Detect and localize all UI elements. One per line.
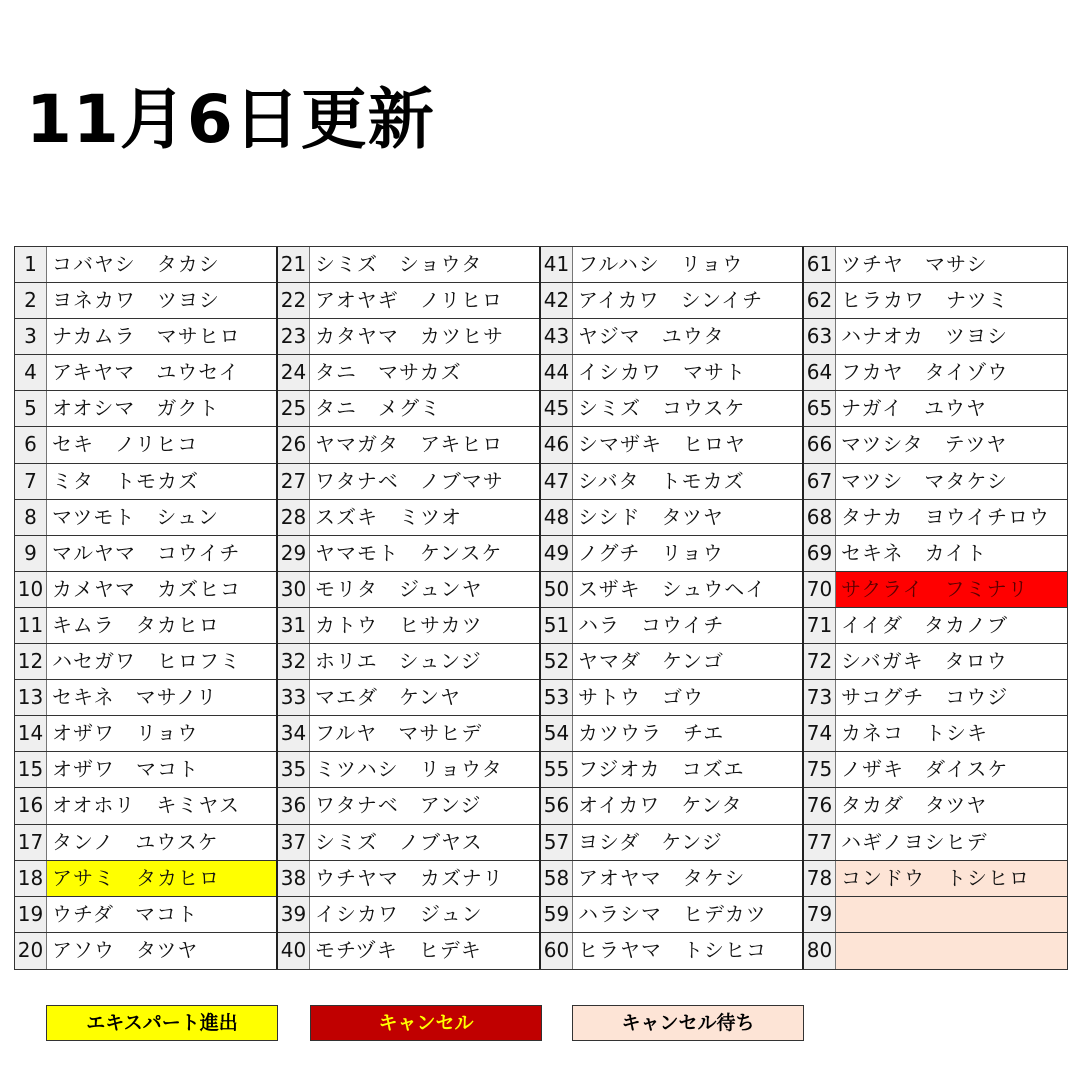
entry-name: マツシ マタケシ bbox=[841, 468, 1008, 493]
entry-name: セキネ マサノリ bbox=[52, 685, 218, 710]
entry-number: 46 bbox=[541, 427, 573, 462]
entry-number: 36 bbox=[278, 788, 310, 823]
entry-name: ハセガワ ヒロフミ bbox=[52, 649, 241, 674]
table-row bbox=[15, 933, 276, 969]
entry-number: 66 bbox=[804, 427, 836, 462]
entry-name: ホリエ シュンジ bbox=[315, 649, 482, 674]
entry-name: オイカワ ケンタ bbox=[578, 793, 743, 818]
table-row bbox=[15, 825, 276, 861]
entry-name: サコグチ コウジ bbox=[841, 685, 1009, 710]
entry-name: ナガイ ユウヤ bbox=[841, 396, 987, 421]
entry-number: 77 bbox=[804, 825, 836, 860]
table-row bbox=[15, 680, 276, 716]
entry-name: イシカワ マサト bbox=[578, 360, 746, 385]
entry-number: 9 bbox=[15, 536, 47, 571]
table-row bbox=[278, 608, 539, 644]
entry-number: 27 bbox=[278, 464, 310, 499]
entry-name: アオヤギ ノリヒロ bbox=[315, 288, 503, 313]
entry-name: フジオカ コズエ bbox=[578, 757, 745, 782]
table-column bbox=[541, 247, 804, 969]
entry-number: 29 bbox=[278, 536, 310, 571]
entry-number: 42 bbox=[541, 283, 573, 318]
entry-name: イシカワ ジュン bbox=[315, 901, 483, 926]
entry-number: 26 bbox=[278, 427, 310, 462]
table-row bbox=[278, 716, 539, 752]
entry-name: セキネ カイト bbox=[841, 540, 987, 565]
entry-number: 49 bbox=[541, 536, 573, 571]
table-row bbox=[804, 536, 1067, 572]
table-row bbox=[15, 319, 276, 355]
table-row bbox=[541, 752, 802, 788]
table-row bbox=[278, 319, 539, 355]
table-row bbox=[541, 391, 802, 427]
table-row bbox=[541, 572, 802, 608]
entry-name: アソウ タツヤ bbox=[52, 937, 199, 962]
entry-name: ワタナベ アンジ bbox=[315, 793, 482, 818]
entry-table bbox=[14, 246, 1068, 970]
entry-number: 40 bbox=[278, 933, 310, 969]
entry-number: 76 bbox=[804, 788, 836, 823]
entry-number: 59 bbox=[541, 897, 573, 932]
legend-waiting: キャンセル待ち bbox=[572, 1005, 804, 1041]
entry-number: 70 bbox=[804, 572, 836, 607]
entry-number: 24 bbox=[278, 355, 310, 390]
table-row bbox=[541, 247, 802, 283]
entry-name: ハギノヨシヒデ bbox=[841, 829, 988, 854]
table-row bbox=[278, 283, 539, 319]
table-row bbox=[541, 680, 802, 716]
entry-name: ハラシマ ヒデカツ bbox=[578, 901, 767, 926]
entry-name: ワタナベ ノブマサ bbox=[315, 468, 504, 493]
entry-name: シシド タツヤ bbox=[578, 504, 724, 529]
entry-number: 72 bbox=[804, 644, 836, 679]
entry-number: 2 bbox=[15, 283, 47, 318]
table-row bbox=[278, 680, 539, 716]
table-row bbox=[278, 572, 539, 608]
table-row bbox=[15, 500, 276, 536]
entry-name: オザワ リョウ bbox=[52, 721, 199, 746]
legend-expert: エキスパート進出 bbox=[46, 1005, 278, 1041]
entry-number: 6 bbox=[15, 427, 47, 462]
entry-number: 68 bbox=[804, 500, 836, 535]
entry-name: カタヤマ カツヒサ bbox=[315, 324, 504, 349]
entry-number: 34 bbox=[278, 716, 310, 751]
entry-number: 11 bbox=[15, 608, 47, 643]
entry-name: ヨネカワ ツヨシ bbox=[52, 288, 220, 313]
entry-name: マルヤマ コウイチ bbox=[52, 540, 241, 565]
table-row bbox=[541, 427, 802, 463]
entry-number: 13 bbox=[15, 680, 47, 715]
entry-name: キムラ タカヒロ bbox=[52, 612, 220, 637]
entry-number: 22 bbox=[278, 283, 310, 318]
entry-name: コバヤシ タカシ bbox=[52, 252, 220, 276]
table-row bbox=[15, 644, 276, 680]
entry-number: 8 bbox=[15, 500, 47, 535]
entry-number: 61 bbox=[804, 247, 836, 282]
table-row bbox=[804, 427, 1067, 463]
entry-name: カネコ トシキ bbox=[841, 721, 988, 746]
entry-number: 52 bbox=[541, 644, 573, 679]
legend-cancel: キャンセル bbox=[310, 1005, 542, 1041]
entry-number: 67 bbox=[804, 464, 836, 499]
table-row bbox=[15, 391, 276, 427]
entry-name: アイカワ シンイチ bbox=[578, 288, 764, 313]
table-row bbox=[541, 355, 802, 391]
entry-name: アキヤマ ユウセイ bbox=[52, 360, 240, 385]
table-row bbox=[541, 861, 802, 897]
table-row bbox=[804, 319, 1067, 355]
entry-number: 25 bbox=[278, 391, 310, 426]
table-row bbox=[541, 500, 802, 536]
entry-number: 17 bbox=[15, 825, 47, 860]
entry-number: 20 bbox=[15, 933, 47, 969]
entry-number: 41 bbox=[541, 247, 573, 282]
entry-name bbox=[836, 933, 1067, 969]
table-column bbox=[278, 247, 541, 969]
entry-name: タナカ ヨウイチロウ bbox=[841, 504, 1050, 529]
table-row bbox=[541, 536, 802, 572]
entry-name: シミズ ノブヤス bbox=[315, 829, 483, 854]
table-row bbox=[541, 825, 802, 861]
table-row bbox=[278, 391, 539, 427]
entry-number: 69 bbox=[804, 536, 836, 571]
entry-number: 56 bbox=[541, 788, 573, 823]
entry-number: 37 bbox=[278, 825, 310, 860]
entry-number: 38 bbox=[278, 861, 310, 896]
entry-number: 33 bbox=[278, 680, 310, 715]
entry-name: ヒラヤマ トシヒコ bbox=[578, 937, 767, 962]
entry-number: 21 bbox=[278, 247, 310, 282]
entry-name: ハラ コウイチ bbox=[578, 612, 725, 637]
entry-number: 7 bbox=[15, 464, 47, 499]
entry-name: タンノ ユウスケ bbox=[52, 829, 219, 854]
table-row bbox=[278, 247, 539, 283]
entry-name: ミタ トモカズ bbox=[52, 468, 199, 493]
entry-number: 63 bbox=[804, 319, 836, 354]
entry-number: 44 bbox=[541, 355, 573, 390]
entry-name: ハナオカ ツヨシ bbox=[841, 324, 1008, 349]
entry-name: タニ メグミ bbox=[315, 396, 441, 421]
table-row bbox=[804, 897, 1067, 933]
table-row bbox=[15, 752, 276, 788]
entry-number: 75 bbox=[804, 752, 836, 787]
entry-number: 12 bbox=[15, 644, 47, 679]
table-row bbox=[541, 933, 802, 969]
entry-name: シミズ コウスケ bbox=[578, 396, 746, 421]
entry-name: オオシマ ガクト bbox=[52, 396, 220, 421]
entry-number: 64 bbox=[804, 355, 836, 390]
table-row bbox=[541, 464, 802, 500]
page-title: 11月6日更新 bbox=[26, 81, 435, 158]
entry-name: カツウラ チエ bbox=[578, 721, 725, 746]
entry-number: 5 bbox=[15, 391, 47, 426]
entry-name: タニ マサカズ bbox=[315, 360, 462, 385]
entry-number: 71 bbox=[804, 608, 836, 643]
entry-number: 54 bbox=[541, 716, 573, 751]
entry-name: ヤマガタ アキヒロ bbox=[315, 432, 504, 457]
entry-number: 79 bbox=[804, 897, 836, 932]
table-row bbox=[278, 644, 539, 680]
entry-number: 16 bbox=[15, 788, 47, 823]
entry-name: ノグチ リョウ bbox=[578, 540, 724, 565]
table-row bbox=[541, 716, 802, 752]
entry-number: 51 bbox=[541, 608, 573, 643]
table-row bbox=[278, 500, 539, 536]
entry-number: 78 bbox=[804, 861, 836, 896]
table-row bbox=[804, 464, 1067, 500]
table-row bbox=[804, 247, 1067, 283]
entry-name: ウチヤマ カズナリ bbox=[315, 865, 504, 890]
table-row bbox=[15, 861, 276, 897]
entry-name: モチヅキ ヒデキ bbox=[315, 937, 482, 962]
table-row bbox=[278, 861, 539, 897]
entry-name: サクライ フミナリ bbox=[836, 572, 1067, 607]
entry-name: カトウ ヒサカツ bbox=[315, 612, 483, 637]
entry-number: 23 bbox=[278, 319, 310, 354]
table-row bbox=[278, 788, 539, 824]
entry-name: オオホリ キミヤス bbox=[52, 793, 240, 818]
table-row bbox=[804, 355, 1067, 391]
entry-number: 48 bbox=[541, 500, 573, 535]
table-row bbox=[15, 716, 276, 752]
entry-number: 60 bbox=[541, 933, 573, 969]
table-row bbox=[278, 752, 539, 788]
entry-name: ウチダ マコト bbox=[52, 901, 198, 926]
table-row bbox=[804, 861, 1067, 897]
table-row bbox=[278, 355, 539, 391]
entry-name: ミツハシ リョウタ bbox=[315, 757, 503, 782]
entry-number: 30 bbox=[278, 572, 310, 607]
entry-name: ヤジマ ユウタ bbox=[578, 324, 725, 349]
entry-number: 28 bbox=[278, 500, 310, 535]
table-column bbox=[15, 247, 278, 969]
entry-number: 80 bbox=[804, 933, 836, 969]
entry-number: 55 bbox=[541, 752, 573, 787]
entry-number: 3 bbox=[15, 319, 47, 354]
table-row bbox=[15, 464, 276, 500]
entry-name: ノザキ ダイスケ bbox=[841, 757, 1009, 782]
table-row bbox=[278, 536, 539, 572]
table-row bbox=[804, 500, 1067, 536]
table-row bbox=[804, 788, 1067, 824]
entry-number: 10 bbox=[15, 572, 47, 607]
entry-name: フルハシ リョウ bbox=[578, 252, 744, 276]
table-row bbox=[804, 825, 1067, 861]
entry-name: スザキ シュウヘイ bbox=[578, 576, 767, 601]
table-row bbox=[15, 355, 276, 391]
table-row bbox=[541, 897, 802, 933]
entry-name: ナカムラ マサヒロ bbox=[52, 324, 241, 349]
entry-name bbox=[836, 897, 1067, 932]
entry-name: アサミ タカヒロ bbox=[47, 861, 276, 896]
entry-number: 15 bbox=[15, 752, 47, 787]
table-row bbox=[804, 283, 1067, 319]
table-row bbox=[804, 933, 1067, 969]
table-row bbox=[804, 608, 1067, 644]
table-row bbox=[278, 897, 539, 933]
entry-name: コンドウ トシヒロ bbox=[836, 861, 1067, 896]
entry-name: シマザキ ヒロヤ bbox=[578, 432, 746, 457]
table-row bbox=[15, 247, 276, 283]
table-row bbox=[804, 752, 1067, 788]
entry-name: オザワ マコト bbox=[52, 757, 199, 782]
entry-number: 47 bbox=[541, 464, 573, 499]
entry-number: 31 bbox=[278, 608, 310, 643]
entry-number: 43 bbox=[541, 319, 573, 354]
entry-number: 19 bbox=[15, 897, 47, 932]
table-row bbox=[15, 536, 276, 572]
entry-name: マエダ ケンヤ bbox=[315, 685, 461, 710]
entry-number: 50 bbox=[541, 572, 573, 607]
entry-number: 4 bbox=[15, 355, 47, 390]
table-row bbox=[15, 283, 276, 319]
table-row bbox=[804, 680, 1067, 716]
table-row bbox=[15, 608, 276, 644]
table-row bbox=[804, 644, 1067, 680]
table-row bbox=[15, 572, 276, 608]
entry-number: 57 bbox=[541, 825, 573, 860]
table-row bbox=[541, 319, 802, 355]
entry-number: 65 bbox=[804, 391, 836, 426]
table-row bbox=[15, 897, 276, 933]
entry-name: マツモト シュン bbox=[52, 504, 219, 529]
entry-name: マツシタ テツヤ bbox=[841, 432, 1008, 457]
entry-number: 53 bbox=[541, 680, 573, 715]
entry-number: 14 bbox=[15, 716, 47, 751]
entry-name: ツチヤ マサシ bbox=[841, 252, 988, 276]
entry-name: シバタ トモカズ bbox=[578, 468, 745, 493]
entry-name: シバガキ タロウ bbox=[841, 649, 1008, 674]
entry-number: 35 bbox=[278, 752, 310, 787]
entry-name: ヤマダ ケンゴ bbox=[578, 649, 724, 674]
entry-number: 58 bbox=[541, 861, 573, 896]
entry-number: 32 bbox=[278, 644, 310, 679]
table-row bbox=[278, 933, 539, 969]
entry-name: ヨシダ ケンジ bbox=[578, 829, 723, 854]
entry-name: タカダ タツヤ bbox=[841, 793, 988, 818]
table-row bbox=[15, 427, 276, 463]
entry-number: 18 bbox=[15, 861, 47, 896]
table-row bbox=[541, 608, 802, 644]
entry-name: フカヤ タイゾウ bbox=[841, 360, 1009, 385]
entry-name: ヤマモト ケンスケ bbox=[315, 540, 503, 565]
entry-number: 73 bbox=[804, 680, 836, 715]
entry-name: ヒラカワ ナツミ bbox=[841, 288, 1009, 313]
entry-name: カメヤマ カズヒコ bbox=[52, 576, 241, 601]
table-column bbox=[804, 247, 1067, 969]
entry-name: モリタ ジュンヤ bbox=[315, 576, 483, 601]
table-row bbox=[15, 788, 276, 824]
entry-number: 1 bbox=[15, 247, 47, 282]
entry-name: スズキ ミツオ bbox=[315, 504, 462, 529]
entry-number: 74 bbox=[804, 716, 836, 751]
table-row bbox=[278, 825, 539, 861]
table-row bbox=[541, 788, 802, 824]
entry-number: 45 bbox=[541, 391, 573, 426]
table-row bbox=[804, 716, 1067, 752]
table-row bbox=[541, 283, 802, 319]
entry-name: セキ ノリヒコ bbox=[52, 432, 199, 457]
entry-name: アオヤマ タケシ bbox=[578, 865, 746, 890]
table-row bbox=[278, 427, 539, 463]
entry-name: サトウ ゴウ bbox=[578, 685, 704, 710]
table-row bbox=[541, 644, 802, 680]
entry-name: イイダ タカノブ bbox=[841, 612, 1008, 637]
entry-number: 39 bbox=[278, 897, 310, 932]
entry-number: 62 bbox=[804, 283, 836, 318]
table-row bbox=[804, 391, 1067, 427]
table-row bbox=[804, 572, 1067, 608]
entry-name: シミズ ショウタ bbox=[315, 252, 483, 276]
table-row bbox=[278, 464, 539, 500]
entry-name: フルヤ マサヒデ bbox=[315, 721, 483, 746]
